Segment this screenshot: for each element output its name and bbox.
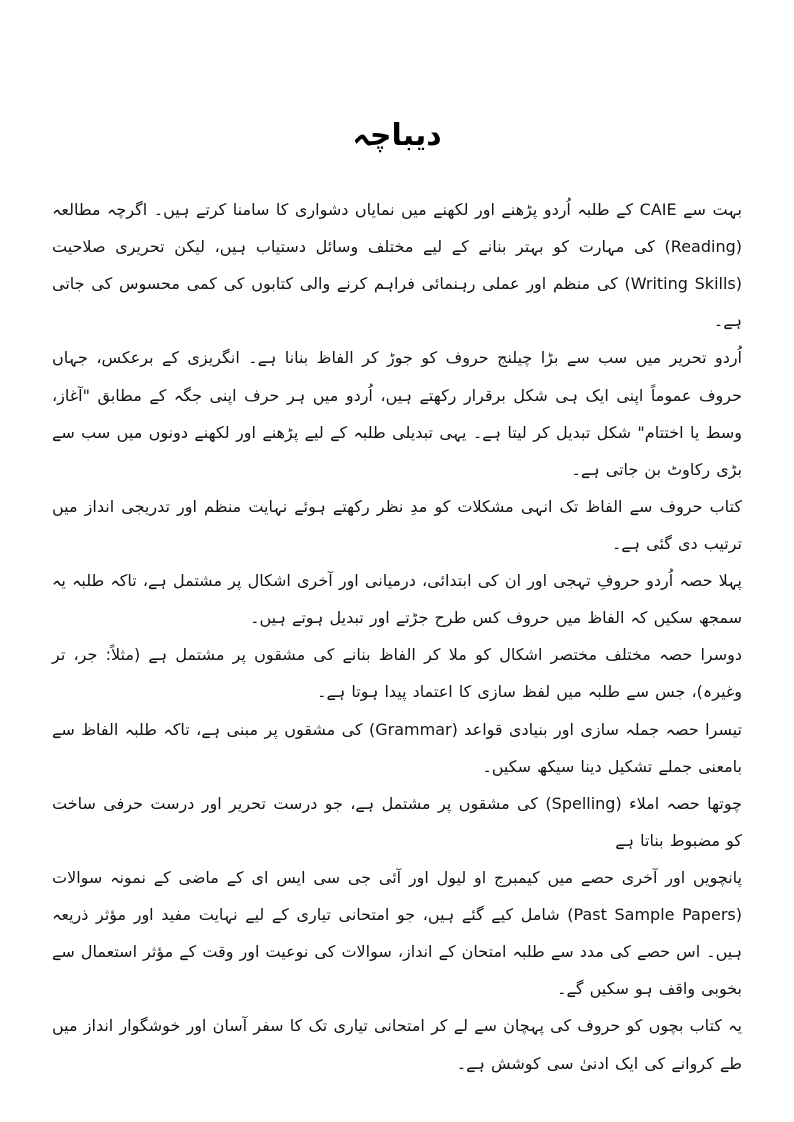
preface-paragraph: یہ کتاب بچوں کو حروف کی پہچان سے لے کر امتحانی تیاری تک کا سفر آسان اور خوشگوار انداز میں طے کروانے کی ایک ادنیٰ سی کوشش ہے۔ <box>52 1016 742 1073</box>
preface-paragraph: بہت سے CAIE کے طلبہ اُردو پڑھنے اور لکھنے میں نمایاں دشواری کا سامنا کرتے ہیں۔ اگرچہ مطالعہ (Reading) کی مہارت کو بہتر بنانے کے لیے مختلف وسائل دستیاب ہیں، لیکن تحریری صلاحیت (Writing Skills) کی منظم اور عملی رہنمائی فراہم کرنے والی کتابوں کی کمی محسوس کی جاتی ہے۔ <box>52 200 742 331</box>
preface-body <box>52 191 742 1082</box>
preface-paragraph: اُردو تحریر میں سب سے بڑا چیلنج حروف کو جوڑ کر الفاظ بنانا ہے۔ انگریزی کے برعکس، جہاں حروف عموماً اپنی ایک ہی شکل برقرار رکھتے ہیں، اُردو میں ہر حرف اپنی جگہ کے مطابق "آغاز، وسط یا اختتام" شکل تبدیل کر لیتا ہے۔ یہی تبدیلی طلبہ کے لیے پڑھنے اور لکھنے دونوں میں سب سے بڑی رکاوٹ بن جاتی ہے۔ <box>52 348 742 479</box>
preface-paragraph: دوسرا حصہ مختلف مختصر اشکال کو ملا کر الفاظ بنانے کی مشقوں پر مشتمل ہے (مثلاً: جر، تر وغیرہ)، جس سے طلبہ میں لفظ سازی کا اعتماد پیدا ہوتا ہے۔ <box>52 645 742 702</box>
preface-paragraph: پہلا حصہ اُردو حروفِ تہجی اور ان کی ابتدائی، درمیانی اور آخری اشکال پر مشتمل ہے، تاکہ طلبہ یہ سمجھ سکیں کہ الفاظ میں حروف کس طرح جڑتے اور تبدیل ہوتے ہیں۔ <box>52 571 742 628</box>
page-title: دیباچہ <box>352 118 442 153</box>
preface-paragraph: تیسرا حصہ جملہ سازی اور بنیادی قواعد (Grammar) کی مشقوں پر مبنی ہے، تاکہ طلبہ الفاظ سے بامعنی جملے تشکیل دینا سیکھ سکیں۔ <box>52 719 742 776</box>
preface-paragraph: کتاب حروف سے الفاظ تک انہی مشکلات کو مدِ نظر رکھتے ہوئے نہایت منظم اور تدریجی انداز میں ترتیب دی گئی ہے۔ <box>52 496 742 553</box>
preface-paragraph: پانچویں اور آخری حصے میں کیمبرج او لیول اور آئی جی سی ایس ای کے ماضی کے نمونہ سوالات (Past Sample Papers) شامل کیے گئے ہیں، جو امتحانی تیاری کے لیے نہایت مفید اور مؤثر ذریعہ ہیں۔ اس حصے کی مدد سے طلبہ امتحان کے انداز، سوالات کی نوعیت اور وقت کے مؤثر استعمال سے بخوبی واقف ہو سکیں گے۔ <box>52 867 742 999</box>
preface-paragraph: چوتھا حصہ املاء (Spelling) کی مشقوں پر مشتمل ہے، جو درست تحریر اور درست حرفی ساخت کو مضبوط بناتا ہے <box>52 793 742 850</box>
